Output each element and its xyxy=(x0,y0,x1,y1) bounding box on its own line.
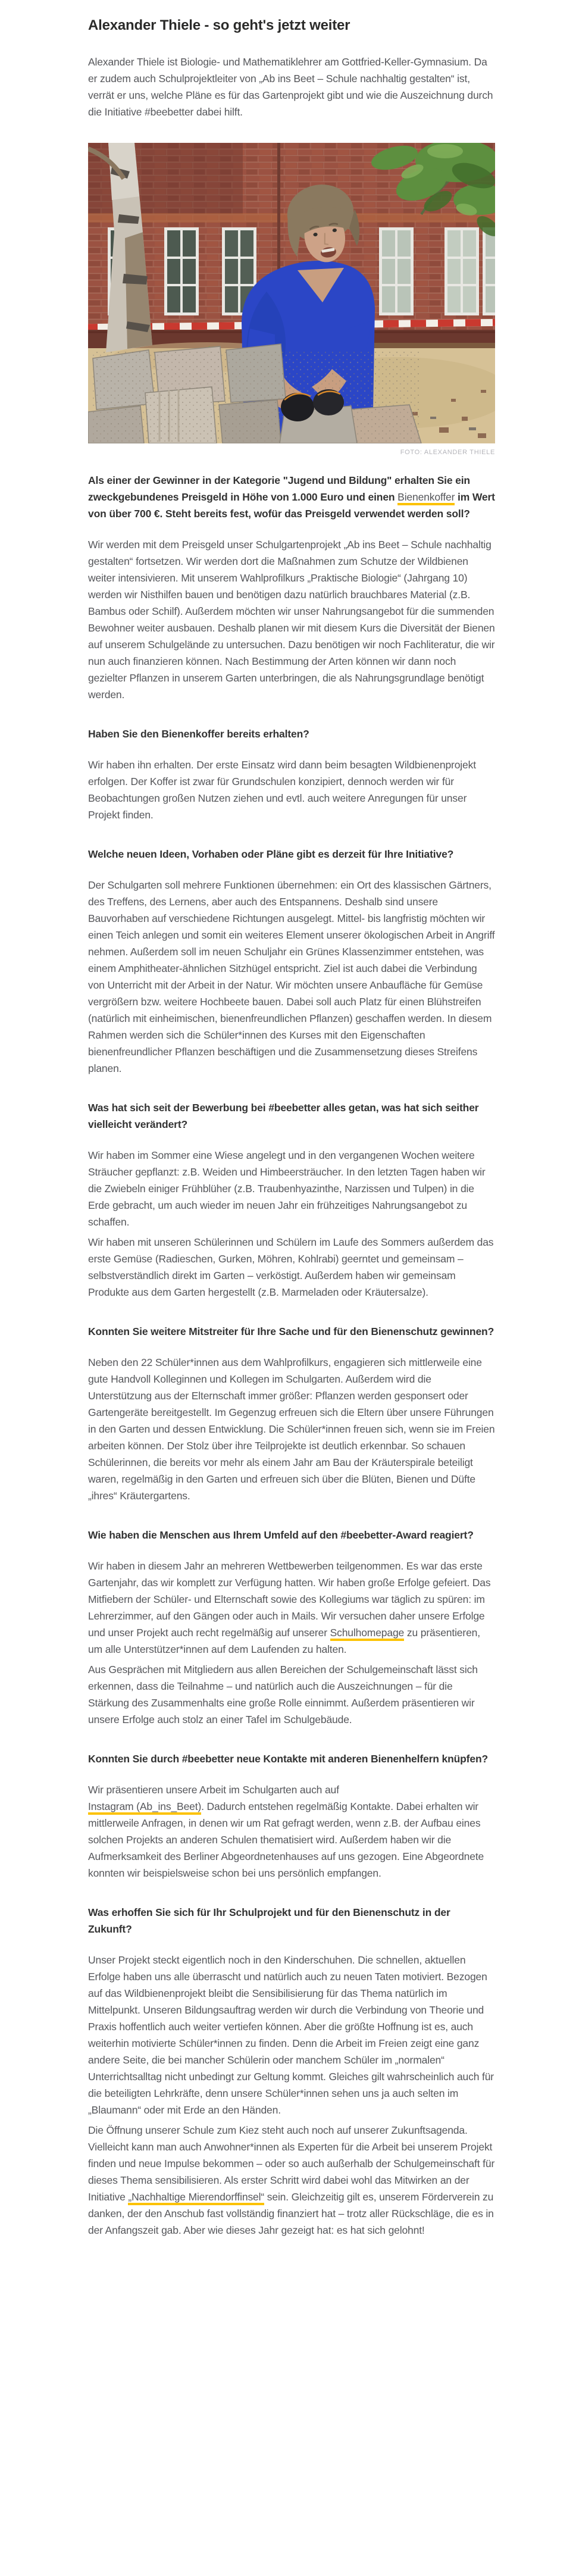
answer-text: . Dadurch entstehen regelmäßig Kontakte. Dabei erhalten wir mittlerweile Anfragen, in denen wir um Rat gefragt werden, wenn z.B. der Aufbau eines solchen Projekts an anderen Schulen thematisiert wird. Außerdem haben wir die Aufmerksamkeit des Berliner Abgeordnetenhauses auf uns gezogen. Eine Abgeordnete konnten wir beispielsweise schon bei uns persönlich empfangen. xyxy=(88,1800,484,1879)
mierendorffinsel-link[interactable]: „Nachhaltige Mierendorffinsel“ xyxy=(128,2191,264,2205)
answer-mitstreiter xyxy=(88,1354,495,1504)
question-text: Wie haben die Menschen aus Ihrem Umfeld auf den #beebetter-Award reagiert? xyxy=(88,1529,474,1541)
photo-credit: FOTO: ALEXANDER THIELE xyxy=(400,449,495,456)
question-umfeld-reaktion xyxy=(88,1527,495,1543)
answer-text: Wir präsentieren unsere Arbeit im Schulgarten auch auf xyxy=(88,1784,339,1796)
answer-text: Wir haben in diesem Jahr an mehreren Wettbewerben teilgenommen. Es war das erste Gartenjahr, das wir komplett zur Verfügung hatten. Wir haben große Erfolge gefeiert. Das Mitfiebern der Schüler- und Elternschaft sowie des Kollegiums war täglich zu spüren: im Lehrerzimmer, auf den Gängen oder auch in Mails. Wir versuchen daher unsere Erfolge und unser Projekt auch recht regelmäßig auf unserer xyxy=(88,1560,491,1639)
question-text: im Wert von über 700 €. Steht bereits fest, wofür das Preisgeld verwendet werden soll? xyxy=(88,491,495,520)
question-text: Was hat sich seit der Bewerbung bei #beebetter alles getan, was hat sich seither vielleicht verändert? xyxy=(88,1102,479,1130)
question-bienenkoffer xyxy=(88,726,495,742)
answer-seit-bewerbung-2 xyxy=(88,1234,495,1300)
answer-umfeld-reaktion-1 xyxy=(88,1558,495,1658)
answer-text: Wir haben ihn erhalten. Der erste Einsatz wird dann beim besagten Wildbienenprojekt erfolgen. Der Koffer ist zwar für Grundschulen konzipiert, dennoch werden wir für Beobachtungen großen Nutzen ziehen und evtl. auch weitere Anregungen für unser Projekt finden. xyxy=(88,759,476,821)
schulhomepage-link[interactable]: Schulhomepage xyxy=(330,1627,405,1641)
article-photo xyxy=(88,143,495,443)
page-title: Alexander Thiele - so geht's jetzt weiter xyxy=(88,17,350,33)
answer-seit-bewerbung-1 xyxy=(88,1147,495,1230)
answer-neue-kontakte xyxy=(88,1781,495,1881)
question-seit-bewerbung xyxy=(88,1099,495,1133)
answer-text: Wir haben im Sommer eine Wiese angelegt und in den vergangenen Wochen weitere Sträucher gepflanzt: z.B. Weiden und Himbeersträucher. In den letzten Tagen haben wir die Zwiebeln einiger Frühblüher (z.B. Traubenhyazinthe, Narzissen und Tulpen) in die Erde gebracht, um auch wieder im neuen Jahr ein frühzeitiges Nahrungsangebot zu schaffen. xyxy=(88,1149,486,1228)
article xyxy=(88,0,495,2309)
answer-text: Aus Gesprächen mit Mitgliedern aus allen Bereichen der Schulgemeinschaft lässt sich erkennen, dass die Teilnahme – und natürlich auch die Auszeichnungen – für die Stärkung des Zusammenhalts eine große Rolle einnimmt. Außerdem präsentieren wir unsere Erfolge auch stolz an einer Tafel im Schulgebäude. xyxy=(88,1664,478,1725)
question-text: Haben Sie den Bienenkoffer bereits erhalten? xyxy=(88,728,309,740)
answer-text: Unser Projekt steckt eigentlich noch in den Kinderschuhen. Die schnellen, aktuellen Erfolge haben uns alle überrascht und natürlich auch zu neuen Taten motiviert. Bezogen auf das Wildbienenprojekt bleibt die Sensibilisierung für das Thema natürlich im Mittelpunkt. Unseren Bildungsauftrag werden wir durch die Verbindung von Theorie und Praxis hoffentlich auch weiter vertiefen können. Aber die größte Hoffnung ist es, auch weiterhin motivierte Schüler*innen zu finden. Denn die Arbeit im Freien zeigt eine ganz andere Seite, die bei mancher Schülerin oder manchem Schüler im „normalen“ Unterrichtsalltag nicht unbedingt zur Geltung kommt. Gleiches gilt wahrscheinlich auch für die beteiligten Lehrkräfte, denn unsere Schüler*innen sehen uns ja auch selten im „Blaumann“ oder mit Erde an den Händen. xyxy=(88,1954,494,2116)
question-text: Konnten Sie weitere Mitstreiter für Ihre Sache und für den Bienenschutz gewinnen? xyxy=(88,1325,494,1337)
question-neue-kontakte xyxy=(88,1750,495,1767)
intro-text: Alexander Thiele ist Biologie- und Mathematiklehrer am Gottfried-Keller-Gymnasium. Da er zudem auch Schulprojektleiter von „Ab ins Beet – Schule nachhaltig gestalten“ ist, verrät er uns, welche Pläne es für das Gartenprojekt gibt und wie die Auszeichnung durch die Initiative #beebetter dabei hilft. xyxy=(88,56,493,118)
intro-paragraph xyxy=(88,54,495,120)
question-mitstreiter xyxy=(88,1323,495,1340)
answer-umfeld-reaktion-2 xyxy=(88,1661,495,1728)
question-neue-ideen xyxy=(88,846,495,862)
answer-zukunft-1 xyxy=(88,1952,495,2118)
bienenkoffer-link[interactable]: Bienenkoffer xyxy=(397,491,455,505)
answer-text: Wir werden mit dem Preisgeld unser Schulgartenprojekt „Ab ins Beet – Schule nachhaltig gestalten“ fortsetzen. Wir werden dort die Maßnahmen zum Schutze der Wildbienen weiter intensivieren. Mit unserem Wahlprofilkurs „Praktische Biologie“ (Jahrgang 10) werden wir Nisthilfen bauen und benötigen dazu natürlich brauchbares Material (z.B. Bambus oder Schilf). Außerdem möchten wir unser Nahrungsangebot für die summenden Bewohner weiter ausbauen. Deshalb planen wir mit diesem Kurs die Diversität der Bienen auf unserem Schulgelände zu untersuchen. Dazu benötigen wir noch Fachliteratur, die wir nun auch finanzieren können. Nach Bestimmung der Arten können wir dann noch gezielter Pflanzen in unserem Garten unterbringen, die als Nahrungsgrundlage benötigt werden. xyxy=(88,539,495,701)
question-text: Konnten Sie durch #beebetter neue Kontakte mit anderen Bienenhelfern knüpfen? xyxy=(88,1753,489,1765)
answer-preisgeld xyxy=(88,536,495,703)
question-preisgeld xyxy=(88,472,495,522)
answer-bienenkoffer xyxy=(88,756,495,823)
article-body xyxy=(88,54,495,2239)
answer-text: Der Schulgarten soll mehrere Funktionen übernehmen: ein Ort des klassischen Gärtners, des Treffens, des Lernens, aber auch des Entspannens. Deshalb sind unsere Bauvorhaben auf verschiedene Richtungen ausgelegt. Mittel- bis langfristig möchten wir einen Teich anlegen und somit ein weiteres Element unserer ökologischen Arbeit in Angriff nehmen. Außerdem soll im neuen Schuljahr ein Grünes Klassenzimmer entstehen, was einem Amphitheater-ähnlichen Sitzhügel entspricht. Ziel ist auch dabei die Verbindung von Unterricht mit der Arbeit in der Natur. Wir möchten unsere Anbaufläche für Gemüse vergrößern bzw. weitere Hochbeete bauen. Dabei soll auch Platz für einen Blühstreifen (natürlich mit einheimischen, bienenfreundlichen Pflanzen) geschaffen werden. In diesem Rahmen werden sich die Schüler*innen des Kurses mit den Eigenschaften bienenfreundlicher Pflanzen beschäftigen und die Zusammensetzung dieses Streifens planen. xyxy=(88,879,495,1074)
answer-zukunft-2 xyxy=(88,2122,495,2239)
answer-text: sein. Gleichzeitig gilt es, unserem Förderverein zu danken, der den Anschub fast vollständig finanziert hat – trotz aller Rückschläge, die es in der Anfangszeit gab. Aber wie dieses Jahr gezeigt hat: es hat sich gelohnt! xyxy=(88,2191,494,2236)
question-text: Welche neuen Ideen, Vorhaben oder Pläne gibt es derzeit für Ihre Initiative? xyxy=(88,848,454,860)
question-text: Was erhoffen Sie sich für Ihr Schulprojekt und für den Bienenschutz in der Zukunft? xyxy=(88,1906,450,1935)
photo-illustration xyxy=(88,143,495,443)
article-photo-figure xyxy=(88,143,495,457)
question-zukunft xyxy=(88,1904,495,1937)
answer-text: Wir haben mit unseren Schülerinnen und Schülern im Laufe des Sommers außerdem das erste Gemüse (Radieschen, Gurken, Möhren, Kohlrabi) geerntet und gemeinsam – selbstverständlich direkt im Garten – verköstigt. Außerdem haben wir gemeinsam Produkte aus dem Garten hergestellt (z.B. Marmeladen oder Kräutersalze). xyxy=(88,1236,494,1298)
answer-neue-ideen xyxy=(88,877,495,1077)
question-text: Als einer der Gewinner in der Kategorie "Jugend und Bildung" erhalten Sie ein zweckgebundenes Preisgeld in Höhe von 1.000 Euro und einen xyxy=(88,474,470,503)
answer-text: Die Öffnung unserer Schule zum Kiez steht auch noch auf unserer Zukunftsagenda. Vielleicht kann man auch Anwohner*innen als Experten für die Arbeit bei unserem Projekt finden und neue Impulse bekommen – oder so auch außerhalb der Schulgemeinschaft für dieses Thema sensibilisieren. Als erster Schritt wird dabei wohl das Mitwirken an der Initiative xyxy=(88,2124,495,2203)
instagram-link[interactable]: Instagram (Ab_ins_Beet) xyxy=(88,1800,201,1815)
answer-text: zu präsentieren, um alle Unterstützer*innen auf dem Laufenden zu halten. xyxy=(88,1627,480,1655)
answer-text: Neben den 22 Schüler*innen aus dem Wahlprofilkurs, engagieren sich mittlerweile eine gute Handvoll Kolleginnen und Kollegen im Schulgarten. Außerdem wird die Unterstützung aus der Elternschaft immer größer: Pflanzen werden gesponsert oder Gartengeräte bereitgestellt. Im Gegenzug erfreuen sich die Eltern über unsere Führungen in den Garten und dessen Entwicklung. Die Schüler*innen freuen sich, wenn sie im Freien arbeiten können. Der Stolz über ihre Teilprojekte ist deutlich erkennbar. So schauen Schülerinnen, die bereits vor mehr als einem Jahr am Bau der Kräuterspirale beteiligt waren, regelmäßig in den Garten und erfreuen sich über die Blüten, Bienen und Düfte „ihres“ Kräutergartens. xyxy=(88,1356,495,1502)
